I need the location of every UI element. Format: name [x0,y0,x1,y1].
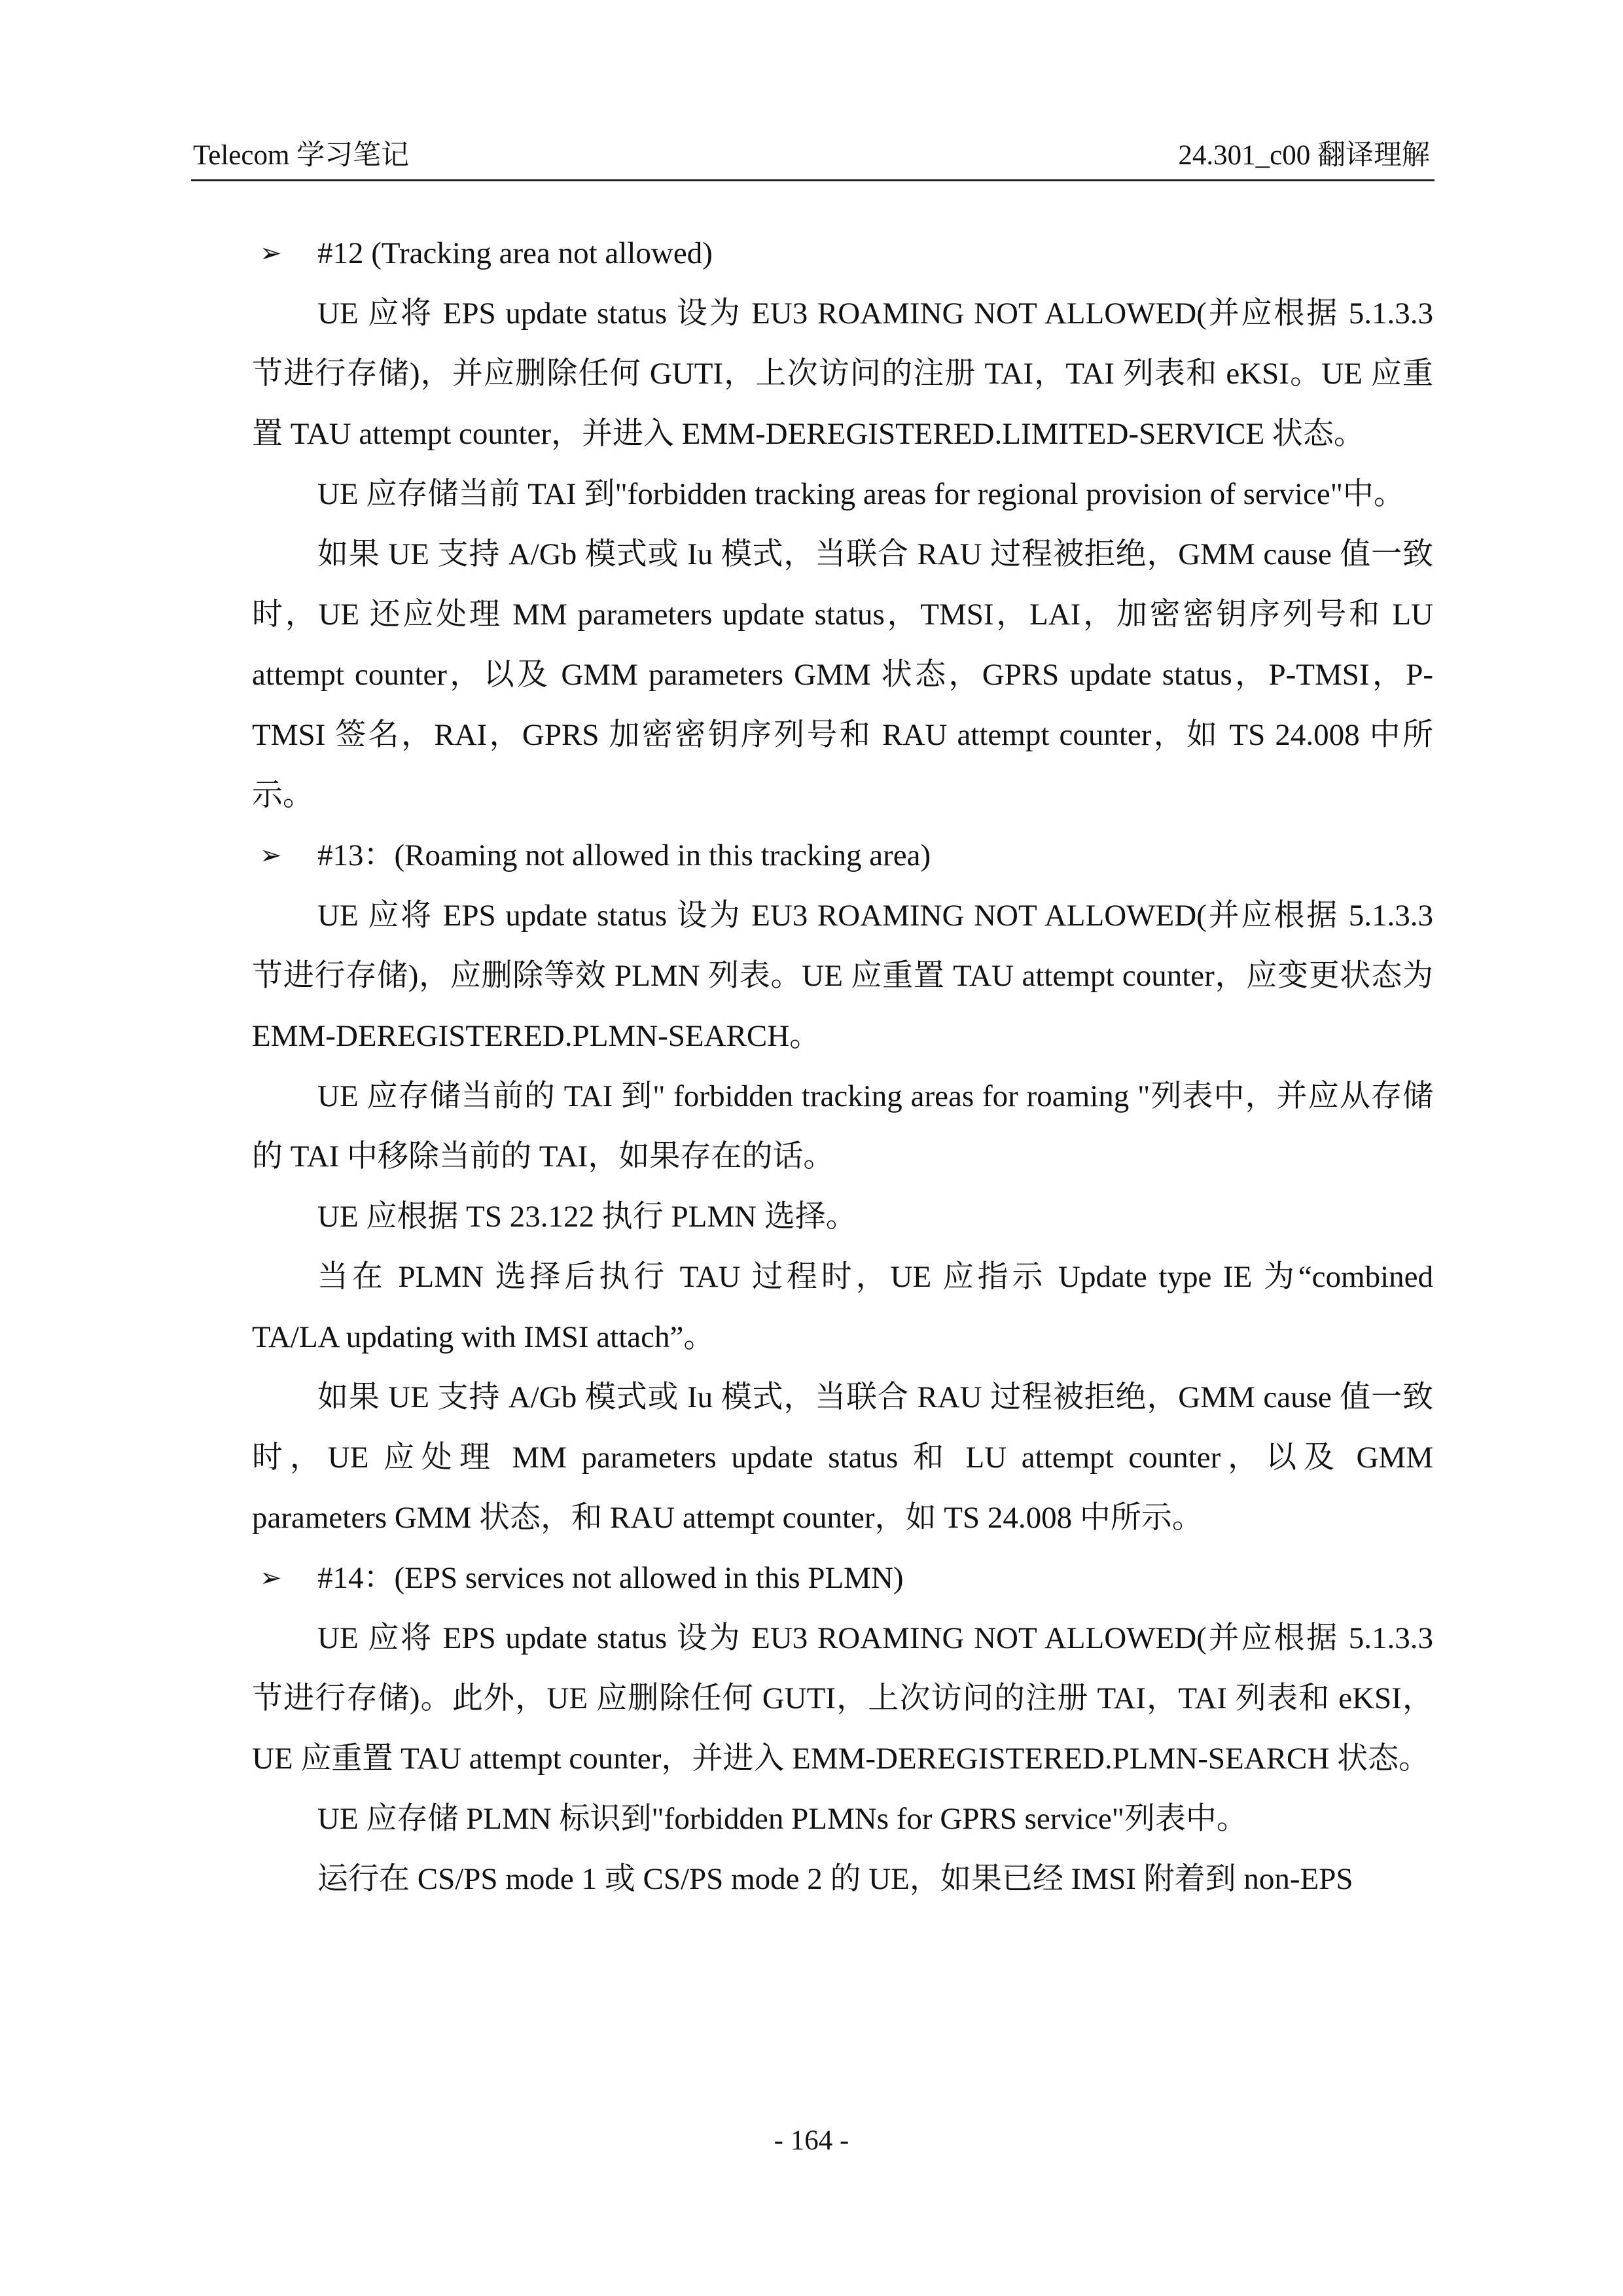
paragraph: UE 应将 EPS update status 设为 EU3 ROAMING NOT ALLOWED(并应根据 5.1.3.3 节进行存储)，应删除等效 PLMN 列表。UE 应重置 TAU attempt counter，应变更状态为 EMM-DEREGISTERED.PLMN-SEARCH。 [252,899,1433,1053]
cause-13-heading-text: #13：(Roaming not allowed in this tracking area) [317,838,931,872]
header-title: Telecom 学习笔记 [193,140,410,171]
paragraph: UE 应根据 TS 23.122 执行 PLMN 选择。 [317,1200,857,1234]
paragraph: UE 应存储当前 TAI 到"forbidden tracking areas for regional provision of service"中。 [317,477,1404,511]
page-number: - 164 - [774,2125,849,2156]
arrow-bullet-icon: ➢ [260,1563,282,1593]
cause-12-heading-text: #12 (Tracking area not allowed) [317,236,713,270]
paragraph: 当在 PLMN 选择后执行 TAU 过程时，UE 应指示 Update type IE 为“combined TA/LA updating with IMSI attach”。 [252,1260,1433,1354]
header-divider [191,179,1435,181]
arrow-bullet-icon: ➢ [260,840,282,870]
arrow-bullet-icon: ➢ [260,238,282,268]
paragraph: 如果 UE 支持 A/Gb 模式或 Iu 模式，当联合 RAU 过程被拒绝，GMM cause 值一致时，UE 还应处理 MM parameters update status，TMSI，LAI，加密密钥序列号和 LU attempt counter，以及 GMM parameters GMM 状态，GPRS update status，P-TMSI，P-TMSI 签名，RAI，GPRS 加密密钥序列号和 RAU attempt counter，如 TS 24.008 中所示。 [252,537,1433,812]
paragraph: UE 应将 EPS update status 设为 EU3 ROAMING NOT ALLOWED(并应根据 5.1.3.3 节进行存储)，并应删除任何 GUTI，上次访问的注册 TAI，TAI 列表和 eKSI。UE 应重置 TAU attempt counter，并进入 EMM-DEREGISTERED.LIMITED-SERVICE 状态。 [252,296,1433,451]
paragraph: UE 应存储 PLMN 标识到"forbidden PLMNs for GPRS service"列表中。 [317,1802,1247,1836]
paragraph: UE 应存储当前的 TAI 到" forbidden tracking areas for roaming "列表中，并应从存储的 TAI 中移除当前的 TAI，如果存在的话。 [252,1079,1433,1174]
paragraph: 运行在 CS/PS mode 1 或 CS/PS mode 2 的 UE，如果已经 IMSI 附着到 non-EPS [317,1862,1353,1896]
cause-12-heading [252,223,1433,283]
cause-14-heading [252,1548,1433,1608]
header-document-id: 24.301_c00 翻译理解 [1178,140,1430,171]
paragraph: 如果 UE 支持 A/Gb 模式或 Iu 模式，当联合 RAU 过程被拒绝，GMM cause 值一致时，UE 应处理 MM parameters update status 和 LU attempt counter，以及 GMM parameters GMM 状态，和 RAU attempt counter，如 TS 24.008 中所示。 [252,1380,1433,1535]
page-body [252,223,1433,1909]
cause-14-heading-text: #14：(EPS services not allowed in this PLMN) [317,1561,904,1595]
cause-13-heading [252,825,1433,886]
paragraph: UE 应将 EPS update status 设为 EU3 ROAMING NOT ALLOWED(并应根据 5.1.3.3 节进行存储)。此外，UE 应删除任何 GUTI，上次访问的注册 TAI，TAI 列表和 eKSI，UE 应重置 TAU attempt counter，并进入 EMM-DEREGISTERED.PLMN-SEARCH 状态。 [252,1621,1433,1776]
